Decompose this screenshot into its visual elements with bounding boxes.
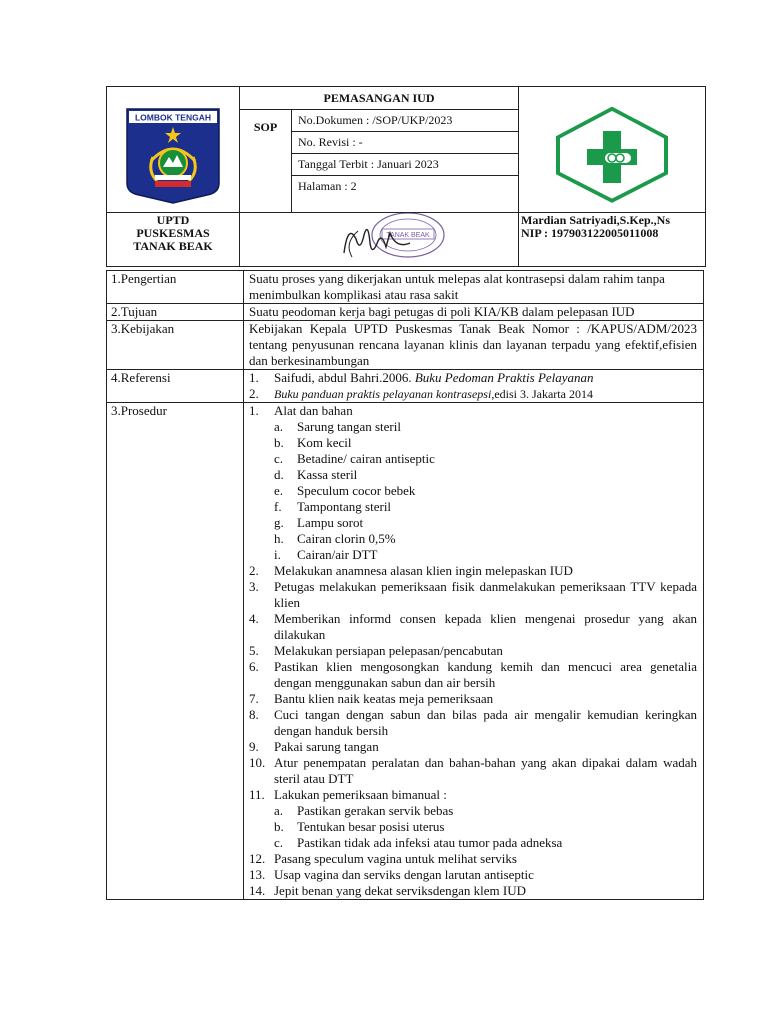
reference-text: Saifudi, abdul Bahri.2006.	[274, 370, 415, 385]
substep-text: Tampontang steril	[297, 499, 392, 514]
step-text: Pastikan klien mengosongkan kandung kemih dan mencuci area genetalia dengan menggunakan sabun dan air bersih	[274, 659, 697, 690]
substep-text: Lampu sorot	[297, 515, 364, 530]
substep-letter: f.	[274, 499, 282, 514]
substep-item	[249, 531, 697, 547]
substep-letter: c.	[274, 451, 284, 466]
substep-text: Speculum cocor bebek	[297, 483, 416, 498]
step-number: 11.	[249, 787, 265, 802]
document-title: PEMASANGAN IUD	[240, 87, 519, 110]
step-number: 3.	[249, 579, 259, 594]
sop-label: SOP	[240, 110, 292, 213]
logo-text: LOMBOK TENGAH	[134, 112, 212, 123]
label-prosedur: 3.Prosedur	[107, 403, 244, 900]
substep-item	[249, 803, 697, 819]
procedure-step	[249, 611, 697, 643]
substep-text: Tentukan besar posisi uterus	[297, 819, 445, 834]
step-text: Bantu klien naik keatas meja pemeriksaan	[274, 691, 494, 706]
substep-list	[249, 803, 697, 851]
text-kebijakan: Kebijakan Kepala UPTD Puskesmas Tanak Beak Nomor : /KAPUS/ADM/2023 tentang penyusunan rencana layanan klinis dan layanan terpadu yang efektif,efisien dan berkesinambungan	[244, 321, 704, 370]
reference-title: Buku Pedoman Praktis Pelayanan	[414, 370, 594, 385]
substep-letter: g.	[274, 515, 284, 530]
lombok-tengah-logo-icon	[107, 87, 239, 211]
district-logo-cell	[107, 87, 240, 213]
reference-title: Buku panduan praktis pelayanan kontrasepsi	[274, 387, 492, 401]
substep-item	[249, 467, 697, 483]
procedure-step	[249, 867, 697, 883]
procedure-step	[249, 691, 697, 707]
reference-item	[249, 386, 697, 402]
signature-cell	[240, 213, 519, 267]
step-number: 8.	[249, 707, 259, 722]
step-number: 14.	[249, 883, 266, 898]
row-tujuan	[107, 304, 704, 321]
step-text: Petugas melakukan pemeriksaan fisik danmelakukan pemeriksaan TTV kepada klien	[274, 579, 697, 610]
step-number: 13.	[249, 867, 266, 882]
step-text: Lakukan pemeriksaan bimanual :	[274, 787, 447, 802]
procedure-step	[249, 659, 697, 691]
step-text: Pasang speculum vagina untuk melihat serviks	[274, 851, 517, 866]
step-text: Alat dan bahan	[274, 403, 353, 418]
step-text: Melakukan persiapan pelepasan/pencabutan	[274, 643, 503, 658]
substep-letter: e.	[274, 483, 284, 498]
substep-text: Cairan/air DTT	[297, 547, 378, 562]
substep-item	[249, 819, 697, 835]
procedure-step	[249, 755, 697, 787]
step-number: 10.	[249, 755, 266, 770]
step-number: 5.	[249, 643, 259, 658]
step-number: 1.	[249, 403, 259, 418]
substep-letter: a.	[274, 803, 284, 818]
sop-header-table	[106, 86, 706, 267]
step-number: 4.	[249, 611, 259, 626]
step-text: Memberikan informd consen kepada klien mengenai prosedur yang akan dilakukan	[274, 611, 697, 642]
substep-text: Betadine/ cairan antiseptic	[297, 451, 435, 466]
row-pengertian	[107, 271, 704, 304]
text-tujuan: Suatu peodoman kerja bagi petugas di poli KIA/KB dalam pelepasan IUD	[244, 304, 704, 321]
substep-item	[249, 515, 697, 531]
reference-number: 1.	[249, 370, 259, 385]
step-number: 6.	[249, 659, 259, 674]
sop-body-table	[106, 270, 704, 900]
substep-letter: i.	[274, 547, 281, 562]
prosedur-list	[244, 403, 704, 900]
substep-letter: d.	[274, 467, 284, 482]
row-referensi	[107, 370, 704, 403]
reference-edition: ,edisi 3. Jakarta 2014	[491, 387, 593, 401]
substep-letter: b.	[274, 435, 284, 450]
procedure-step	[249, 563, 697, 579]
substep-item	[249, 451, 697, 467]
step-text: Melakukan anamnesa alasan klien ingin melepaskan IUD	[274, 563, 573, 578]
tanggal-terbit: Tanggal Terbit : Januari 2023	[292, 154, 519, 176]
step-text: Cuci tangan dengan sabun dan bilas pada air mengalir kemudian keringkan dengan handuk bersih	[274, 707, 697, 738]
substep-item	[249, 499, 697, 515]
stamp-text: TANAK BEAK	[386, 232, 430, 239]
signer-nip: NIP : 197903122005011008	[521, 226, 659, 240]
substep-text: Cairan clorin 0,5%	[297, 531, 396, 546]
row-prosedur	[107, 403, 704, 900]
no-dokumen: No.Dokumen : /SOP/UKP/2023	[292, 110, 519, 132]
procedure-step	[249, 739, 697, 755]
procedure-step	[249, 707, 697, 739]
procedure-step	[249, 579, 697, 611]
text-pengertian: Suatu proses yang dikerjakan untuk melepas alat kontrasepsi dalam rahim tanpa menimbulkan komplikasi atau rasa sakit	[244, 271, 704, 304]
substep-item	[249, 483, 697, 499]
step-text: Jepit benan yang dekat serviksdengan klem IUD	[274, 883, 526, 898]
substep-letter: b.	[274, 819, 284, 834]
org-line-2: PUSKESMAS	[136, 226, 210, 240]
substep-text: Pastikan gerakan servik bebas	[297, 803, 454, 818]
label-tujuan: 2.Tujuan	[107, 304, 244, 321]
org-line-3: TANAK BEAK	[133, 239, 213, 253]
substep-list	[249, 419, 697, 563]
label-pengertian: 1.Pengertian	[107, 271, 244, 304]
label-referensi: 4.Referensi	[107, 370, 244, 403]
substep-item	[249, 835, 697, 851]
substep-item	[249, 435, 697, 451]
signer-name: Mardian Satriyadi,S.Kep.,Ns	[521, 213, 671, 227]
step-text: Usap vagina dan serviks dengan larutan antiseptic	[274, 867, 534, 882]
step-number: 9.	[249, 739, 259, 754]
substep-text: Kom kecil	[297, 435, 352, 450]
referensi-list	[244, 370, 704, 403]
signer-cell	[519, 213, 706, 267]
halaman: Halaman : 2	[292, 176, 519, 213]
procedure-step	[249, 851, 697, 867]
substep-text: Pastikan tidak ada infeksi atau tumor pada adneksa	[297, 835, 563, 850]
signature-and-stamp-icon	[240, 213, 518, 265]
substep-item	[249, 419, 697, 435]
puskesmas-logo-icon	[519, 87, 705, 211]
substep-text: Sarung tangan steril	[297, 419, 401, 434]
substep-letter: h.	[274, 531, 284, 546]
step-number: 7.	[249, 691, 259, 706]
org-line-1: UPTD	[156, 213, 190, 227]
reference-item	[249, 370, 697, 386]
substep-item	[249, 547, 697, 563]
row-kebijakan	[107, 321, 704, 370]
step-number: 2.	[249, 563, 259, 578]
procedure-step	[249, 883, 697, 899]
substep-letter: c.	[274, 835, 284, 850]
procedure-step	[249, 403, 697, 563]
organization-name	[107, 213, 240, 267]
puskesmas-logo-cell	[519, 87, 706, 213]
substep-letter: a.	[274, 419, 284, 434]
label-kebijakan: 3.Kebijakan	[107, 321, 244, 370]
step-number: 12.	[249, 851, 266, 866]
substep-text: Kassa steril	[297, 467, 358, 482]
no-revisi: No. Revisi : -	[292, 132, 519, 154]
procedure-step	[249, 643, 697, 659]
reference-number: 2.	[249, 386, 259, 401]
step-text: Pakai sarung tangan	[274, 739, 379, 754]
step-text: Atur penempatan peralatan dan bahan-bahan yang akan dipakai dalam wadah steril atau DTT	[274, 755, 697, 786]
procedure-step	[249, 787, 697, 851]
